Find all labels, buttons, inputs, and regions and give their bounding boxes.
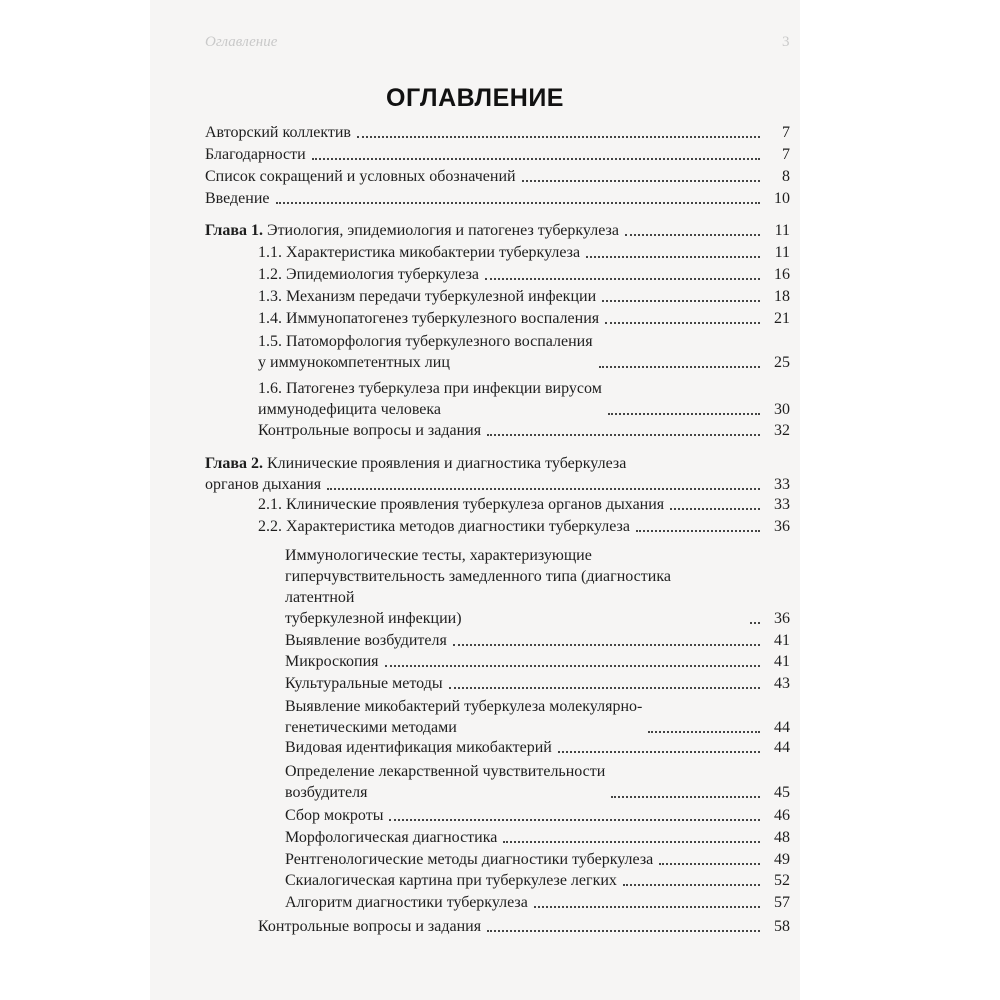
toc-subsection[interactable] [285,630,790,651]
toc-section[interactable] [258,242,790,263]
toc-entry-page: 45 [774,784,790,801]
toc-entry-page: 8 [782,168,790,185]
toc-section-title: Контрольные вопросы и задания [258,918,482,935]
toc-section[interactable] [258,378,790,420]
toc-section-title: 1.5. Патоморфология туберкулезного воспаления у иммунокомпетентных лиц [258,333,593,371]
toc-subsection[interactable] [285,805,790,826]
toc-entry[interactable] [205,144,790,165]
book-page [150,0,800,1000]
toc-entry-page: 57 [774,894,790,911]
chapter-title: Этиология, эпидемиология и патогенез туберкулеза [267,222,619,239]
toc-section-title: 1.4. Иммунопатогенез туберкулезного воспаления [258,310,600,327]
toc-entry-page: 43 [774,675,790,692]
toc-subsection-title: Видовая идентификация микобактерий [285,739,552,756]
toc-section[interactable] [258,331,790,373]
toc-entry-page: 36 [774,610,790,627]
toc-section[interactable] [258,494,790,515]
toc-section[interactable] [258,916,790,937]
toc-entry-page: 33 [774,496,790,513]
toc-entry-page: 44 [774,739,790,756]
toc-subsection-title: Алгоритм диагностики туберкулеза [285,894,528,911]
toc-entry[interactable] [205,122,790,143]
toc-subsection-title: Сбор мокроты [285,807,384,824]
toc-entry-page: 11 [774,222,790,239]
toc-entry-page: 48 [774,829,790,846]
toc-entry-page: 49 [774,851,790,868]
chapter-label: Глава 2 [205,455,259,472]
toc-subsection[interactable] [285,651,790,672]
toc-entry-page: 41 [774,632,790,649]
toc-entry-page: 7 [782,124,790,141]
toc-entry-page: 11 [774,244,790,261]
toc-section-title: 1.1. Характеристика микобактерии туберкулеза [258,244,581,261]
toc-entry-page: 18 [774,288,790,305]
toc-subsection-title: Иммунологические тесты, характеризующие гиперчувствительность замедленного типа (диагностика латентной туберкулезной инфекции) [285,547,671,627]
toc-subsection[interactable] [285,545,790,629]
toc-entry-page: 44 [774,719,790,736]
toc-section[interactable] [258,286,790,307]
toc-entry-title: Введение [205,190,270,207]
toc-entry-page: 41 [774,653,790,670]
toc-entry[interactable] [205,166,790,187]
running-head: Оглавление [205,34,278,50]
toc-subsection-title: Рентгенологические методы диагностики туберкулеза [285,851,654,868]
chapter-title-cont: органов дыхания [205,476,322,493]
toc-subsection[interactable] [285,827,790,848]
toc-subsection[interactable] [285,737,790,758]
toc-entry[interactable] [205,188,790,209]
chapter-title: Клинические проявления и диагностика туберкулеза [267,455,627,472]
toc-entry-page: 33 [774,476,790,493]
toc-subsection[interactable] [285,696,790,738]
toc-subsection[interactable] [285,870,790,891]
page-title: ОГЛАВЛЕНИЕ [386,84,564,112]
toc-subsection-title: Культуральные методы [285,675,443,692]
toc-subsection-title: Морфологическая диагностика [285,829,498,846]
toc-subsection[interactable] [285,849,790,870]
toc-section-title: Контрольные вопросы и задания [258,422,482,439]
toc-section-title: 1.6. Патогенез туберкулеза при инфекции вирусом иммунодефицита человека [258,380,602,418]
toc-section-title: 2.2. Характеристика методов диагностики туберкулеза [258,518,630,535]
toc-entry-page: 30 [774,401,790,418]
toc-entry-title: Список сокращений и условных обозначений [205,168,516,185]
toc-entry-page: 36 [774,518,790,535]
chapter-1-entry[interactable]: Глава 1. Этиология, эпидемиология и патогенез туберкулеза 11 [205,222,790,239]
toc-entry-page: 21 [774,310,790,327]
toc-section[interactable] [258,264,790,285]
chapter-label: Глава 1 [205,222,259,239]
toc-section[interactable] [258,516,790,537]
toc-entry-page: 16 [774,266,790,283]
chapter-2-title[interactable]: Глава 2. Клинические проявления и диагностика туберкулеза [205,455,627,472]
toc-subsection[interactable] [285,761,790,803]
toc-section[interactable] [258,308,790,329]
toc-section[interactable] [258,420,790,441]
toc-section-title: 1.2. Эпидемиология туберкулеза [258,266,480,283]
toc-entry-page: 46 [774,807,790,824]
toc-entry-page: 25 [774,354,790,371]
toc-entry-page: 10 [774,190,790,207]
toc-subsection[interactable] [285,673,790,694]
toc-subsection-title: Скиалогическая картина при туберкулезе легких [285,872,617,889]
toc-entry-title: Благодарности [205,146,306,163]
toc-section-title: 1.3. Механизм передачи туберкулезной инфекции [258,288,597,305]
chapter-2-entry[interactable] [205,474,790,495]
toc-section-title: 2.1. Клинические проявления туберкулеза органов дыхания [258,496,665,513]
toc-subsection-title: Выявление микобактерий туберкулеза молекулярно- генетическими методами [285,698,643,736]
toc-entry-page: 7 [782,146,790,163]
toc-entry-page: 52 [774,872,790,889]
toc-entry-page: 58 [774,918,790,935]
page-number: 3 [782,34,790,50]
toc-entry-title: Авторский коллектив [205,124,351,141]
toc-subsection[interactable] [285,892,790,913]
toc-entry-page: 32 [774,422,790,439]
toc-subsection-title: Микроскопия [285,653,379,670]
toc-subsection-title: Выявление возбудителя [285,632,447,649]
toc-subsection-title: Определение лекарственной чувствительности возбудителя [285,763,606,801]
